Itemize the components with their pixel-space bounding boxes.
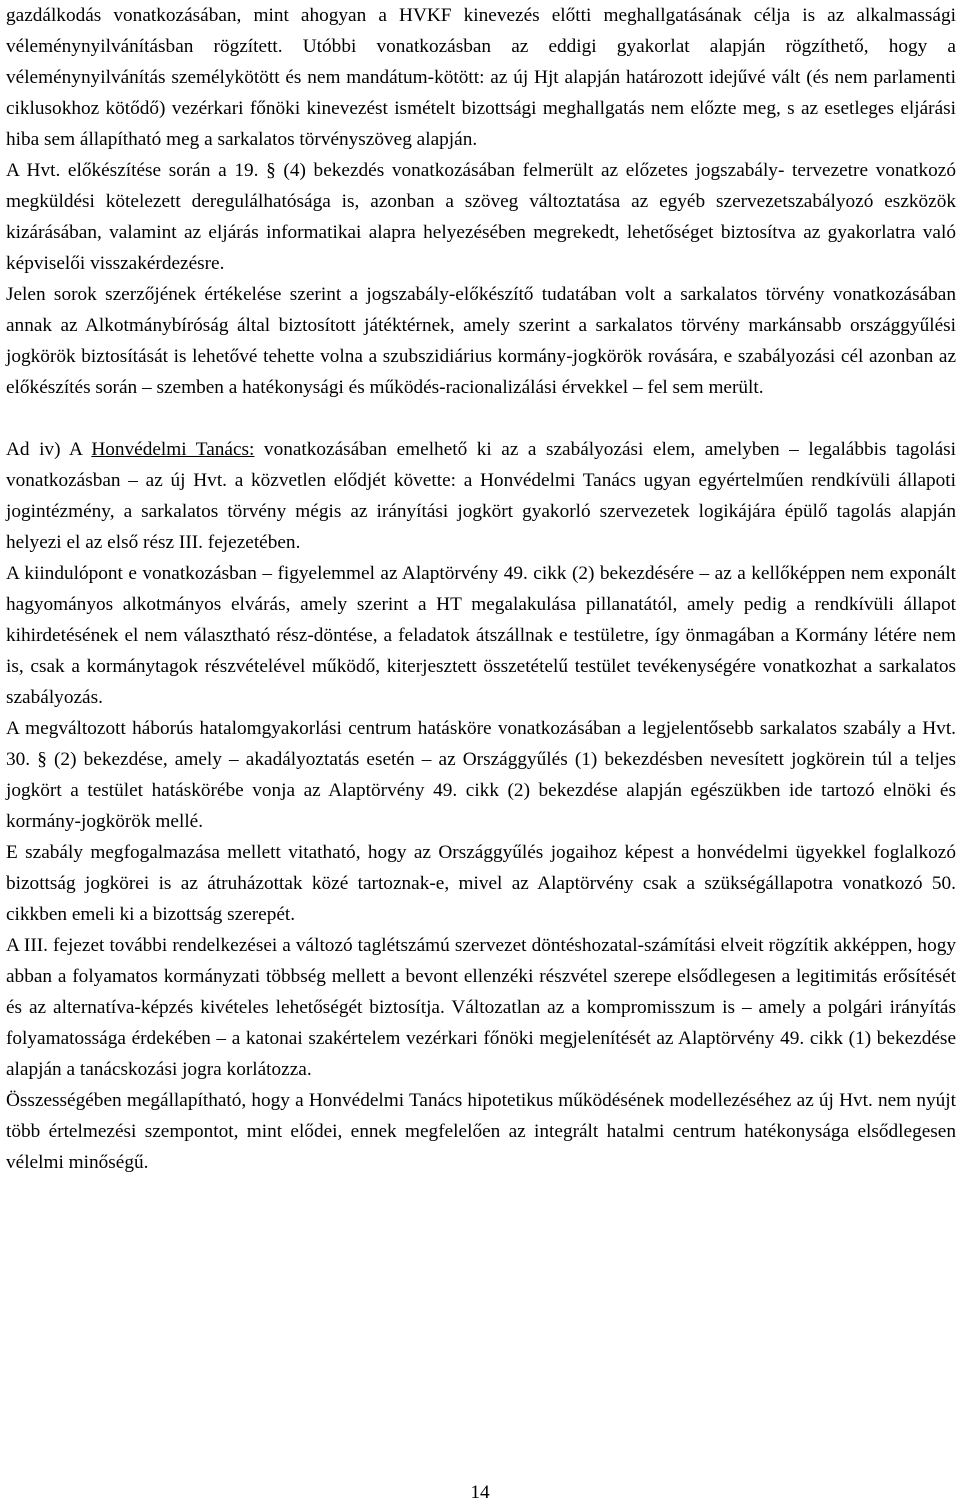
paragraph-1: gazdálkodás vonatkozásában, mint ahogyan a HVKF kinevezés előtti meghallgatásának célja is az alkalmassági véleménynyilvánításban rögzített. Utóbbi vonatkozásban az eddigi gyakorlat alapján rögzíthető, hogy a véleménynyilvánítás személykötött és nem mandátum-kötött: az új Hjt alapján határozott idejűvé vált (és nem parlamenti ciklusokhoz kötődő) vezérkari főnöki kinevezést ismételt bizottsági meghallgatás nem előzte meg, s az esetleges eljárási hiba sem állapítható meg a sarkalatos törvényszöveg alapján. [6, 5, 956, 150]
paragraph-7: E szabály megfogalmazása mellett vitatható, hogy az Országgyűlés jogaihoz képest a honvédelmi ügyekkel foglalkozó bizottság jogkörei is az átruházottak közé tartoznak-e, mivel az Alaptörvény csak a szükségállapotra vonatkozó 50. cikkben emeli ki a bizottság szerepét. [6, 842, 956, 925]
paragraph-9: Összességében megállapítható, hogy a Honvédelmi Tanács hipotetikus működésének modellezéséhez az új Hvt. nem nyújt több értelmezési szempontot, mint elődei, ennek megfelelően az integrált hatalmi centrum hatékonysága elsődlegesen vélelmi minőségű. [6, 1090, 956, 1173]
section-iv-prefix: Ad iv) A [6, 439, 92, 460]
paragraph-5: A kiindulópont e vonatkozásban – figyelemmel az Alaptörvény 49. cikk (2) bekezdésére – az a kellőképpen nem exponált hagyományos alkotmányos elvárás, amely szerint a HT megalakulása pillanatától, amely pedig a rendkívüli állapot kihirdetésének el nem választható rész-döntése, a feladatok átszállnak e testületre, így önmagában a Kormány létére nem is, csak a kormánytagok részvételével működő, kiterjesztett összetételű testület tevékenységére vonatkozhat a sarkalatos szabályozás. [6, 563, 956, 708]
section-iv-title: Honvédelmi Tanács: [91, 439, 255, 460]
paragraph-6: A megváltozott háborús hatalomgyakorlási centrum hatásköre vonatkozásában a legjelentősebb sarkalatos szabály a Hvt. 30. § (2) bekezdése, amely – akadályoztatás esetén – az Országgyűlés (1) bekezdésben nevesített jogkörein túl a teljes jogkört a testület hatáskörébe vonja az Alaptörvény 49. cikk (2) bekezdése alapján egészükben ide tartozó elnöki és kormány-jogkörök mellé. [6, 718, 956, 832]
paragraph-3: Jelen sorok szerzőjének értékelése szerint a jogszabály-előkészítő tudatában volt a sarkalatos törvény vonatkozásában annak az Alkotmánybíróság által biztosított játéktérnek, amely szerint a sarkalatos törvény markánsabb országgyűlési jogkörök biztosítását is lehetővé tehette volna a szubszidiárius kormány-jogkörök rovására, e szabályozási cél azonban az előkészítés során – szemben a hatékonysági és működés-racionalizálási érvekkel – fel sem merült. [6, 284, 956, 398]
document-body [6, 0, 956, 1178]
page-number: 14 [470, 1482, 490, 1503]
paragraph-2: A Hvt. előkészítése során a 19. § (4) bekezdés vonatkozásában felmerült az előzetes jogszabály- tervezetre vonatkozó megküldési kötelezett deregulálhatósága is, azonban a szöveg változtatása az egyéb szervezetszabályozó eszközök kizárásában, valamint az eljárás informatikai alapra helyezésében megrekedt, lehetőséget biztosítva az gyakorlatra való képviselői visszakérdezésre. [6, 160, 956, 274]
paragraph-8: A III. fejezet további rendelkezései a változó taglétszámú szervezet döntéshozatal-számítási elveit rögzítik akképpen, hogy abban a folyamatos kormányzati többség mellett a bevont ellenzéki részvétel szerepe elsődlegesen a legitimitás erősítését és az alternatíva-képzés kivételes lehetőségét biztosítja. Változatlan az a kompromisszum is – amely a polgári irányítás folyamatossága érdekében – a katonai szakértelem vezérkari főnöki megjelenítését az Alaptörvény 49. cikk (1) bekezdése alapján a tanácskozási jogra korlátozza. [6, 935, 956, 1080]
section-iv-paragraph [6, 434, 956, 558]
section-iv-text: vonatkozásában emelhető ki az a szabályozási elem, amelyben – legalábbis tagolási vonatkozásban – az új Hvt. a közvetlen elődjét követte: a Honvédelmi Tanács ugyan egyértelműen rendkívüli állapoti jogintézmény, a sarkalatos törvény mégis az irányítási jogkört gyakorló szervezetek logikájára épülő tagolás alapján helyezi el az első rész III. fejezetében. [6, 439, 956, 553]
